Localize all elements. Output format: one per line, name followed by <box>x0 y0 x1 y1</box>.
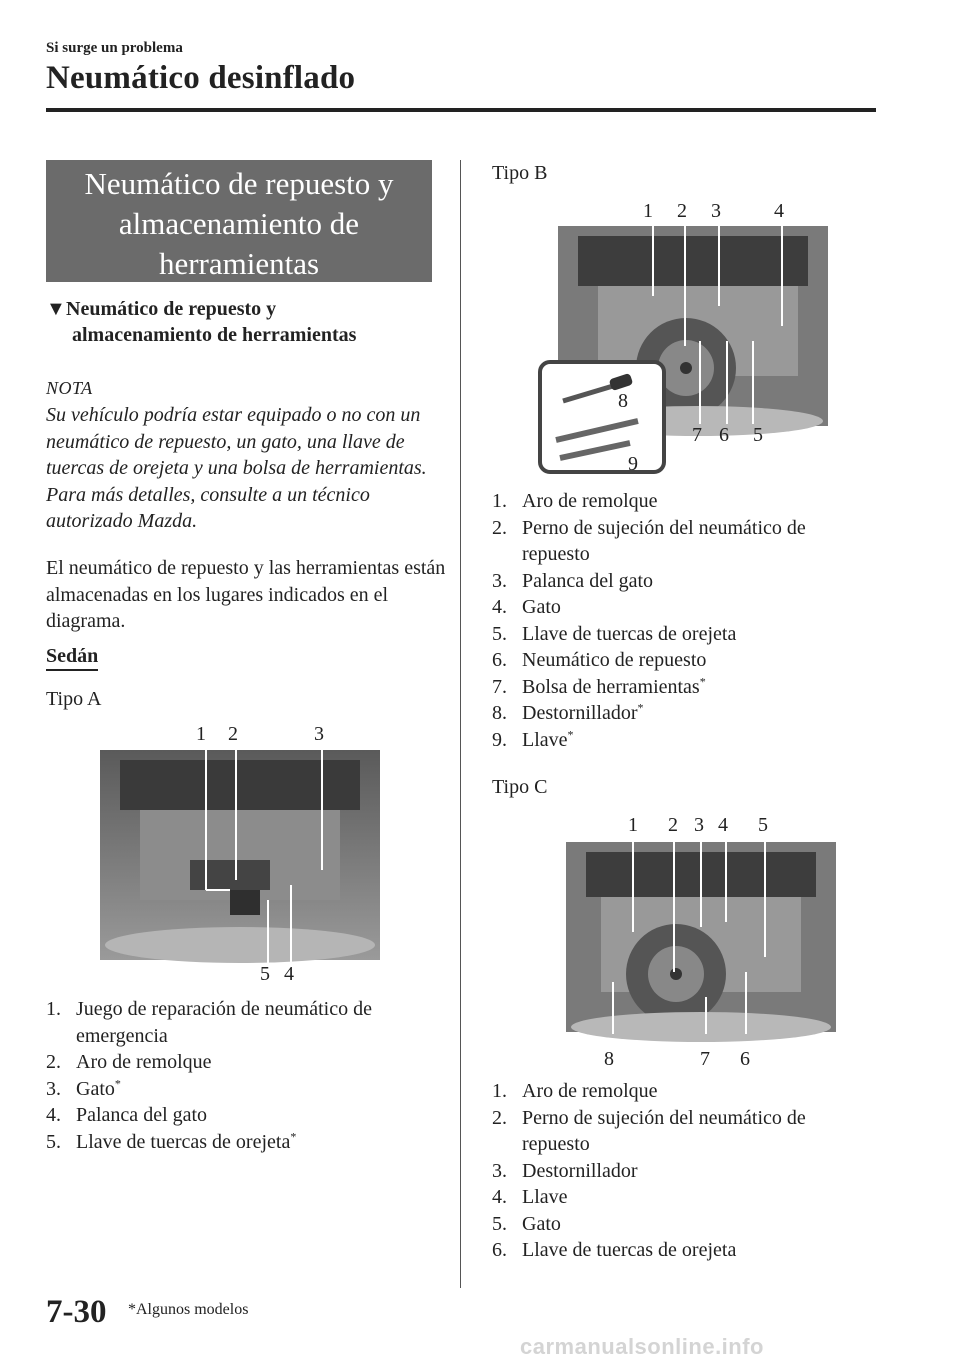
bumper-shape <box>105 927 375 963</box>
page-title: Neumático desinflado <box>46 60 356 96</box>
list-item: 5. Llave de tuercas de orejeta* <box>46 1128 297 1153</box>
triangle-marker-icon: ▼ <box>46 298 66 320</box>
subheading <box>46 296 446 348</box>
list-item: 5. Gato <box>492 1212 561 1235</box>
list-item: 2. Perno de sujeción del neumático de repuesto <box>492 516 806 565</box>
list-item: 9. Llave* <box>492 726 574 751</box>
header-rule <box>46 108 876 112</box>
callout-b-4: 4 <box>774 200 784 222</box>
tool-tray-shape <box>190 860 270 890</box>
list-item: 4. Gato <box>492 596 561 618</box>
list-item: 1. Aro de remolque <box>492 1080 658 1102</box>
note-body: Su vehículo podría estar equipado o no con un neumático de repuesto, un gato, una llave de tuercas de orejeta y una bolsa de herramientas. Para más detalles, consulte a un técnico autorizado Mazda. <box>46 404 427 532</box>
list-item: 1. Aro de remolque <box>492 490 658 512</box>
intro-paragraph: El neumático de repuesto y las herramientas están almacenadas en los lugares indicados en el diagrama. <box>46 557 446 632</box>
callout-b-7: 7 <box>692 424 702 446</box>
callout-b-9: 9 <box>628 453 638 475</box>
list-item: 8. Destornillador* <box>492 700 644 724</box>
list-item: 4. Llave <box>492 1186 568 1208</box>
page-number: 7-30 <box>46 1294 107 1330</box>
sedan-label: Sedán <box>46 645 98 671</box>
section-banner <box>46 160 432 282</box>
callout-a-1: 1 <box>196 723 206 745</box>
subheading-line-1: Neumático de repuesto y <box>66 298 277 320</box>
section-label: Si surge un problema <box>46 40 183 56</box>
callout-a-3: 3 <box>314 723 324 745</box>
callout-c-6: 6 <box>740 1048 750 1070</box>
callout-c-5: 5 <box>758 814 768 836</box>
tipo-a-label: Tipo A <box>46 688 102 710</box>
callout-b-5: 5 <box>753 424 763 446</box>
list-item: 1. Juego de reparación de neumático de emergencia <box>46 998 372 1047</box>
list-item: 2. Aro de remolque <box>46 1051 212 1073</box>
callout-c-8: 8 <box>604 1048 614 1070</box>
callout-a-5: 5 <box>260 963 270 985</box>
callout-a-4: 4 <box>284 963 294 985</box>
repair-kit-shape <box>230 890 260 915</box>
list-item: 4. Palanca del gato <box>46 1104 208 1126</box>
banner-line-1: Neumático de repuesto y <box>84 166 394 201</box>
hub-shape <box>670 968 682 980</box>
callout-b-6: 6 <box>719 424 729 446</box>
tipo-b-label: Tipo B <box>492 162 548 184</box>
list-item: 3. Destornillador <box>492 1159 638 1182</box>
callout-c-2: 2 <box>668 814 678 836</box>
callout-c-1: 1 <box>628 814 638 836</box>
trunk-lid-shape <box>578 236 808 286</box>
tipo-b-list <box>492 488 872 753</box>
list-item: 3. Gato* <box>46 1075 121 1100</box>
note-title: NOTA <box>46 378 93 398</box>
list-item: 3. Palanca del gato <box>492 569 654 592</box>
column-divider <box>460 160 461 1288</box>
tipo-c-list <box>492 1078 872 1264</box>
list-item: 5. Llave de tuercas de orejeta <box>492 622 737 645</box>
callout-b-3: 3 <box>711 200 721 222</box>
tipo-c-photo <box>566 812 836 1082</box>
callout-b-1: 1 <box>643 200 653 222</box>
tipo-a-photo <box>100 720 380 990</box>
callout-c-4: 4 <box>718 814 728 836</box>
list-item: 7. Bolsa de herramientas* <box>492 673 706 698</box>
bumper-shape <box>571 1012 831 1042</box>
list-item: 6. Neumático de repuesto <box>492 649 707 671</box>
list-item: 6. Llave de tuercas de orejeta <box>492 1239 737 1261</box>
tipo-a-list <box>46 996 446 1155</box>
callout-b-2: 2 <box>677 200 687 222</box>
callout-c-3: 3 <box>694 814 704 836</box>
list-item: 2. Perno de sujeción del neumático de repuesto <box>492 1106 806 1155</box>
banner-line-2: almacenamiento de <box>118 206 360 241</box>
trunk-lid-shape <box>120 760 360 810</box>
tipo-b-photo <box>538 196 828 476</box>
banner-line-3: herramientas <box>158 246 320 281</box>
callout-b-8: 8 <box>618 390 628 412</box>
callout-c-7: 7 <box>700 1048 710 1070</box>
watermark: carmanualsonline.info <box>520 1334 764 1359</box>
tipo-c-label: Tipo C <box>492 776 548 798</box>
hub-shape <box>680 362 692 374</box>
callout-a-2: 2 <box>228 723 238 745</box>
footnote: *Algunos modelos <box>128 1301 249 1318</box>
inset-box <box>540 362 664 472</box>
subheading-line-2: almacenamiento de herramientas <box>72 324 357 346</box>
